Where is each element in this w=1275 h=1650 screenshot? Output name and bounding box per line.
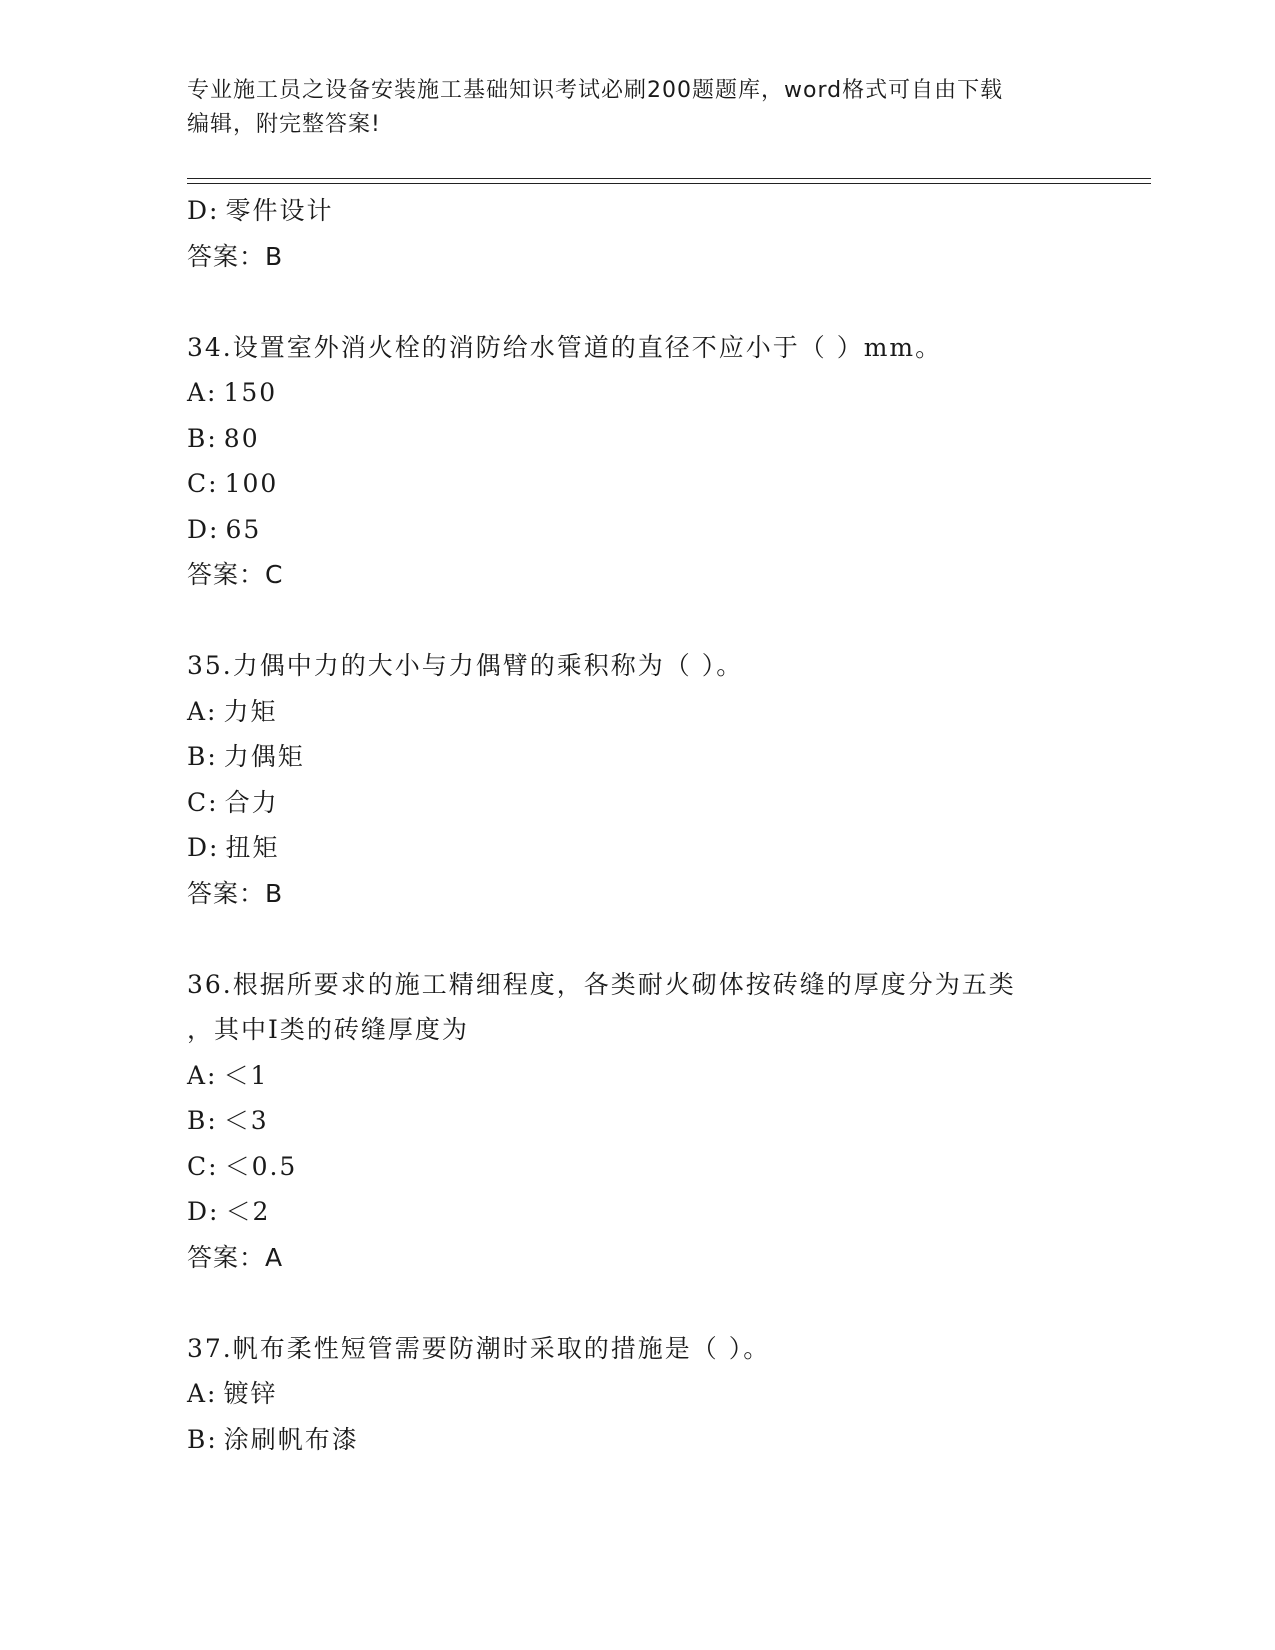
header-divider-top [187,178,1151,179]
answer-line: 答案：A [187,1242,284,1272]
option-row [187,689,1107,735]
option-text: 镀锌 [223,1379,278,1408]
spacer [187,916,1107,962]
spacer [187,1280,1107,1326]
option-row [187,780,1107,826]
option-row [187,1144,1107,1190]
option-row [187,734,1107,780]
option-letter: C: [187,787,219,817]
question-stem-line-1: 36.根据所要求的施工精细程度，各类耐火砌体按砖缝的厚度分为五类 [187,969,1016,999]
option-text: 65 [225,514,262,544]
option-text: ＜3 [223,1106,269,1135]
header-divider-bottom [187,183,1151,184]
question-stem-line-2: ，其中Ⅰ类的砖缝厚度为 [187,1015,469,1044]
option-text: ＜0.5 [224,1151,298,1181]
option-text: 力矩 [223,696,278,726]
option-row [187,1053,1107,1099]
option-row [187,825,1107,871]
option-letter: A: [187,1060,218,1090]
option-row [187,1098,1107,1144]
option-text: 100 [224,469,279,498]
option-text: 150 [223,378,278,407]
option-letter: A: [187,1379,218,1408]
option-row [187,416,1107,462]
option-row [187,1189,1107,1235]
option-row [187,461,1107,507]
question-list [187,188,1107,1462]
option-text: ＜2 [225,1197,271,1226]
option-text: 扭矩 [225,833,280,862]
header-title-line-2: 编辑，附完整答案! [187,112,381,137]
option-text: 零件设计 [225,196,334,225]
option-row [187,507,1107,553]
option-letter: C: [187,1151,219,1181]
option-letter: B: [187,423,218,453]
option-text: 合力 [224,787,279,817]
option-letter: D: [187,833,220,862]
option-text: 力偶矩 [223,742,305,771]
question-stem: 37.帆布柔性短管需要防潮时采取的措施是（ ）。 [187,1333,771,1363]
spacer [187,598,1107,644]
option-letter: A: [187,378,218,407]
option-letter: D: [187,1197,220,1226]
option-letter: B: [187,1106,218,1135]
answer-line: 答案：C [187,560,284,589]
option-text: ＜1 [223,1060,269,1090]
option-letter: D: [187,514,220,544]
question-stem: 34.设置室外消火栓的消防给水管道的直径不应小于（ ）mm。 [187,332,943,362]
option-letter: C: [187,469,219,498]
option-text: 涂刷帆布漆 [223,1424,359,1454]
option-letter: B: [187,1424,218,1454]
option-letter: D: [187,196,220,225]
answer-line: 答案：B [187,878,284,908]
option-row [187,1371,1107,1417]
option-letter: B: [187,742,218,771]
option-row [187,370,1107,416]
option-row [187,1417,1107,1463]
answer-line: 答案：B [187,241,284,271]
option-letter: A: [187,696,218,726]
document-header [187,74,1067,142]
option-text: 80 [223,423,260,453]
spacer [187,279,1107,325]
question-stem: 35.力偶中力的大小与力偶臂的乘积称为（ ）。 [187,651,744,680]
option-row [187,188,1107,234]
header-title-line-1: 专业施工员之设备安装施工基础知识考试必刷200题题库，word格式可自由下载 [187,78,1004,103]
